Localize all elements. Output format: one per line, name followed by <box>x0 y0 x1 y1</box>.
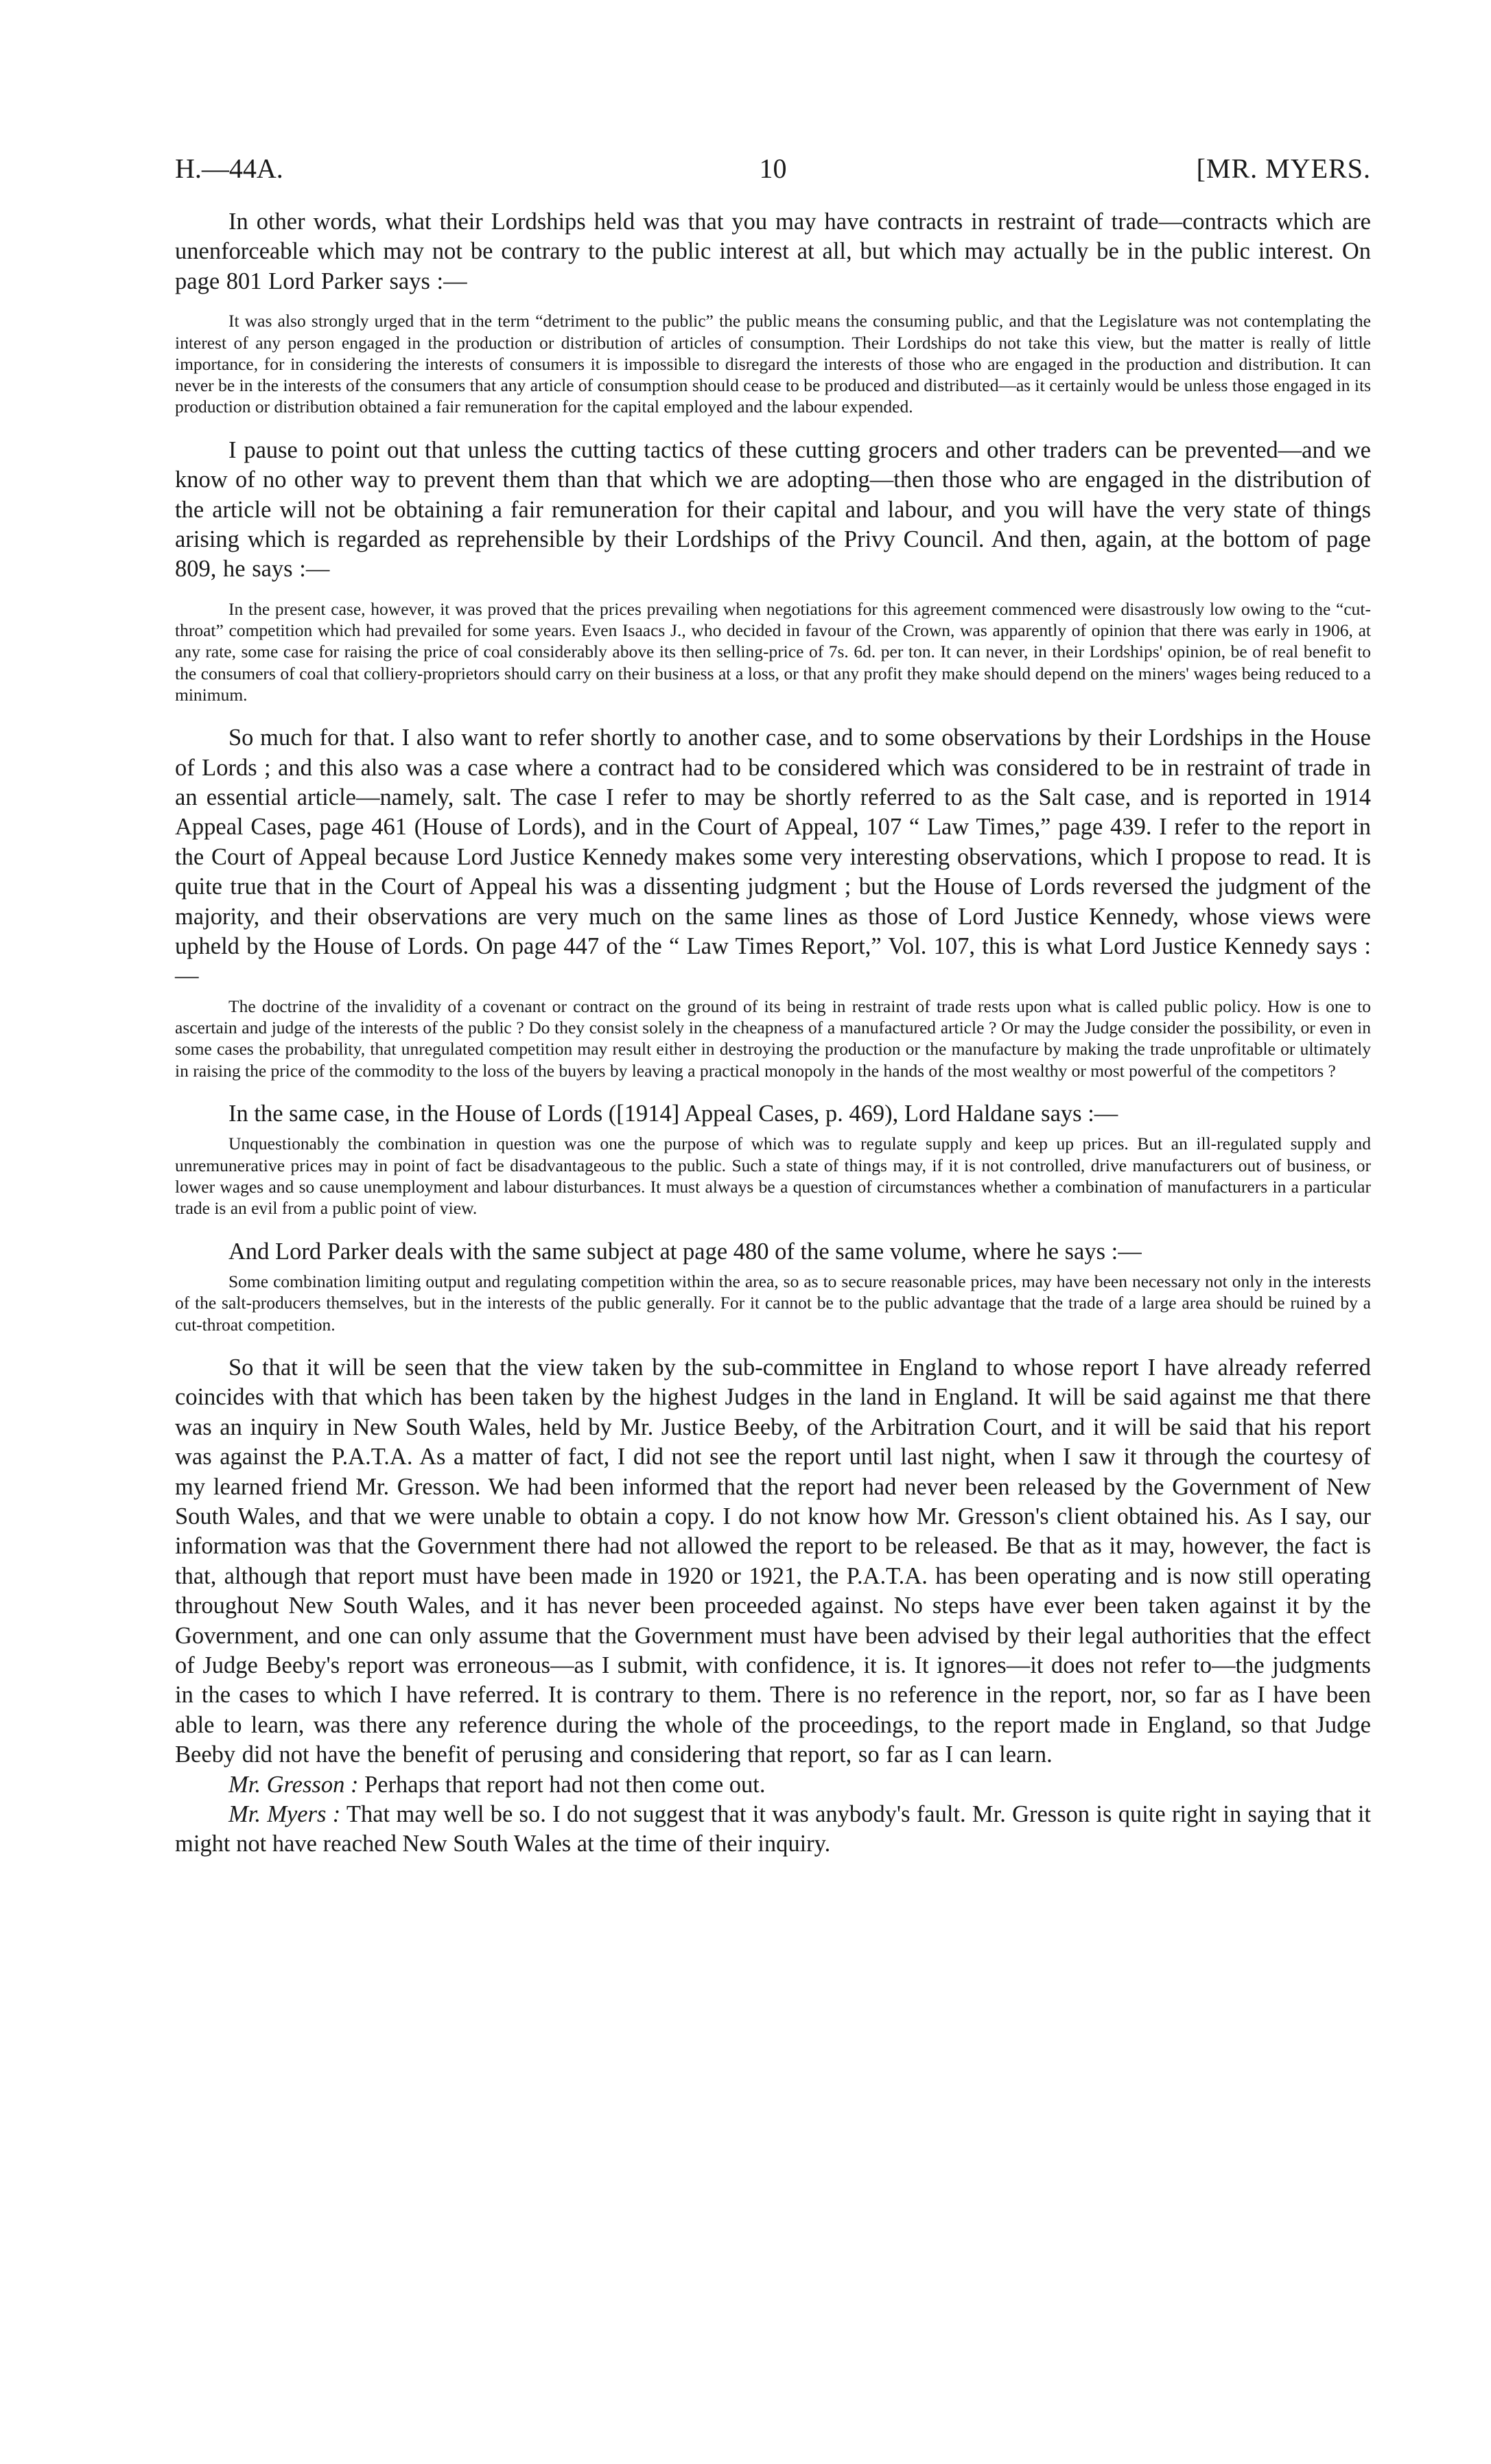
page-header <box>175 152 1371 193</box>
paragraph: So much for that. I also want to refer shortly to another case, and to some observations by their Lordships in the House of Lords ; and this also was a case where a contract had to be considered which was considered to be in restraint of trade in an essential article—namely, salt. The case I refer to may be shortly referred to as the Salt case, and is reported in 1914 Appeal Cases, page 461 (House of Lords), and in the Court of Appeal, 107 “ Law Times,” page 439. I refer to the report in the Court of Appeal because Lord Justice Kennedy makes some very interesting observations, which I propose to read. It is quite true that in the Court of Appeal his was a dissenting judgment ; but the House of Lords reversed the judgment of the majority, and their observations are very much on the same lines as those of Lord Justice Kennedy, whose views were upheld by the House of Lords. On page 447 of the “ Law Times Report,” Vol. 107, this is what Lord Justice Kennedy says :— <box>175 725 1371 989</box>
paragraph: In the same case, in the House of Lords ([1914] Appeal Cases, p. 469), Lord Haldane says :— <box>228 1101 1118 1127</box>
page-number: 10 <box>759 153 787 184</box>
speaker-name: Mr. Gresson : <box>228 1771 359 1798</box>
paragraph: So that it will be seen that the view taken by the sub-committee in England to whose report I have already referred coincides with that which has been taken by the highest Judges in the land in England. It will be said against me that there was an inquiry in New South Wales, held by Mr. Justice Beeby, of the Arbitration Court, and it will be said that his report was against the P.A.T.A. As a matter of fact, I did not see the report until last night, when I saw it through the courtesy of my learned friend Mr. Gresson. We had been informed that the report had never been released by the Government of New South Wales, and that we were unable to obtain a copy. I do not know how Mr. Gresson's client obtained his. As I say, our information was that the Government there had not allowed the report to be released. Be that as it may, however, the fact is that, although that report must have been made in 1920 or 1921, the P.A.T.A. has been operating and is now still operating throughout New South Wales, and it has never been proceeded against. No steps have ever been taken against it by the Government, and one can only assume that the Government must have been advised by their legal authorities that the effect of Judge Beeby's report was erroneous—as I submit, with confidence, it is. It ignores—it does not refer to—the judgments in the cases to which I have referred. It is contrary to them. There is no reference in the report, nor, so far as I have been able to learn, was there any reference during the whole of the proceedings, to the report made in England, so that Judge Beeby did not have the benefit of perusing and considering that report, so far as I can learn. <box>175 1354 1371 1768</box>
block-quote: Unquestionably the combination in question was one the purpose of which was to regulate supply and keep up prices. But an ill-regulated supply and unremunerative prices may in point of fact be disadvantageous to the public. Such a state of things may, if it is not controlled, drive manufacturers out of business, or lower wages and so cause unemployment and labour disturbances. It must always be a question of circumstances whether a combination of manufacturers in a particular trade is an evil from a public point of view. <box>175 1134 1371 1219</box>
dialogue-line <box>175 1770 1371 1800</box>
body-text <box>175 207 1371 1859</box>
speech-text: That may well be so. I do not suggest that it was anybody's fault. Mr. Gresson is quite right in saying that it might not have reached New South Wales at the time of their inquiry. <box>175 1801 1371 1857</box>
dialogue-line <box>175 1800 1371 1859</box>
speaker-name: Mr. Myers : <box>228 1801 341 1828</box>
paragraph: In other words, what their Lordships held was that you may have contracts in restraint of trade—contracts which are unenforceable which may not be contrary to the public interest at all, but which may actually be in the public interest. On page 801 Lord Parker says :— <box>175 209 1371 294</box>
document-reference: H.—44A. <box>175 153 283 184</box>
paragraph: I pause to point out that unless the cutting tactics of these cutting grocers and other traders can be prevented—and we know of no other way to prevent them than that which we are adopting—then those who are engaged in the distribution of the article will not be obtaining a fair remuneration for their capital and labour, and you will have the very state of things arising which is regarded as reprehensible by their Lordships of the Privy Council. And then, again, at the bottom of page 809, he says :— <box>175 436 1371 583</box>
paragraph: And Lord Parker deals with the same subject at page 480 of the same volume, where he says :— <box>228 1238 1142 1265</box>
block-quote: In the present case, however, it was proved that the prices prevailing when negotiations for this agreement commenced were disastrously low owing to the “cut-throat” competition which had prevailed for some years. Even Isaacs J., who decided in favour of the Crown, was apparently of opinion that there was early in 1906, at any rate, some case for raising the price of coal considerably above its then selling-price of 7s. 6d. per ton. It can never, in their Lordships' opinion, be of real benefit to the consumers of coal that colliery-proprietors should carry on their business at a loss, or that any profit they make should depend on the miners' wages being reduced to a minimum. <box>175 598 1371 705</box>
speech-text: Perhaps that report had not then come out. <box>364 1771 766 1798</box>
block-quote: Some combination limiting output and regulating competition within the area, so as to secure reasonable prices, may have been necessary not only in the interests of the salt-producers themselves, but in the interests of the public generally. For it cannot be to the public advantage that the trade of a large area should be ruined by a cut-throat competition. <box>175 1271 1371 1335</box>
speaker-heading: [MR. MYERS. <box>1196 153 1371 184</box>
block-quote: It was also strongly urged that in the term “detriment to the public” the public means the consuming public, and that the Legislature was not contemplating the interest of any person engaged in the production or distribution of articles of consumption. Their Lordships do not take this view, but the matter is really of little importance, for in considering the interests of consumers it is impossible to disregard the interests of those who are engaged in the production and distribution. It can never be in the interests of the consumers that any article of consumption should cease to be produced and distributed—as it certainly would be unless those engaged in its production or distribution obtained a fair remuneration for the capital employed and the labour expended. <box>175 311 1371 417</box>
block-quote: The doctrine of the invalidity of a covenant or contract on the ground of its being in restraint of trade rests upon what is called public policy. How is one to ascertain and judge of the interests of the public ? Do they consist solely in the cheapness of a manufactured article ? Or may the Judge consider the possibility, or even in some cases the probability, that unregulated competition may result either in destroying the production or the manufacture by making the trade unprofitable or ultimately in raising the price of the commodity to the loss of the buyers by leaving a practical monopoly in the hands of the most wealthy or most powerful of the competitors ? <box>175 996 1371 1081</box>
